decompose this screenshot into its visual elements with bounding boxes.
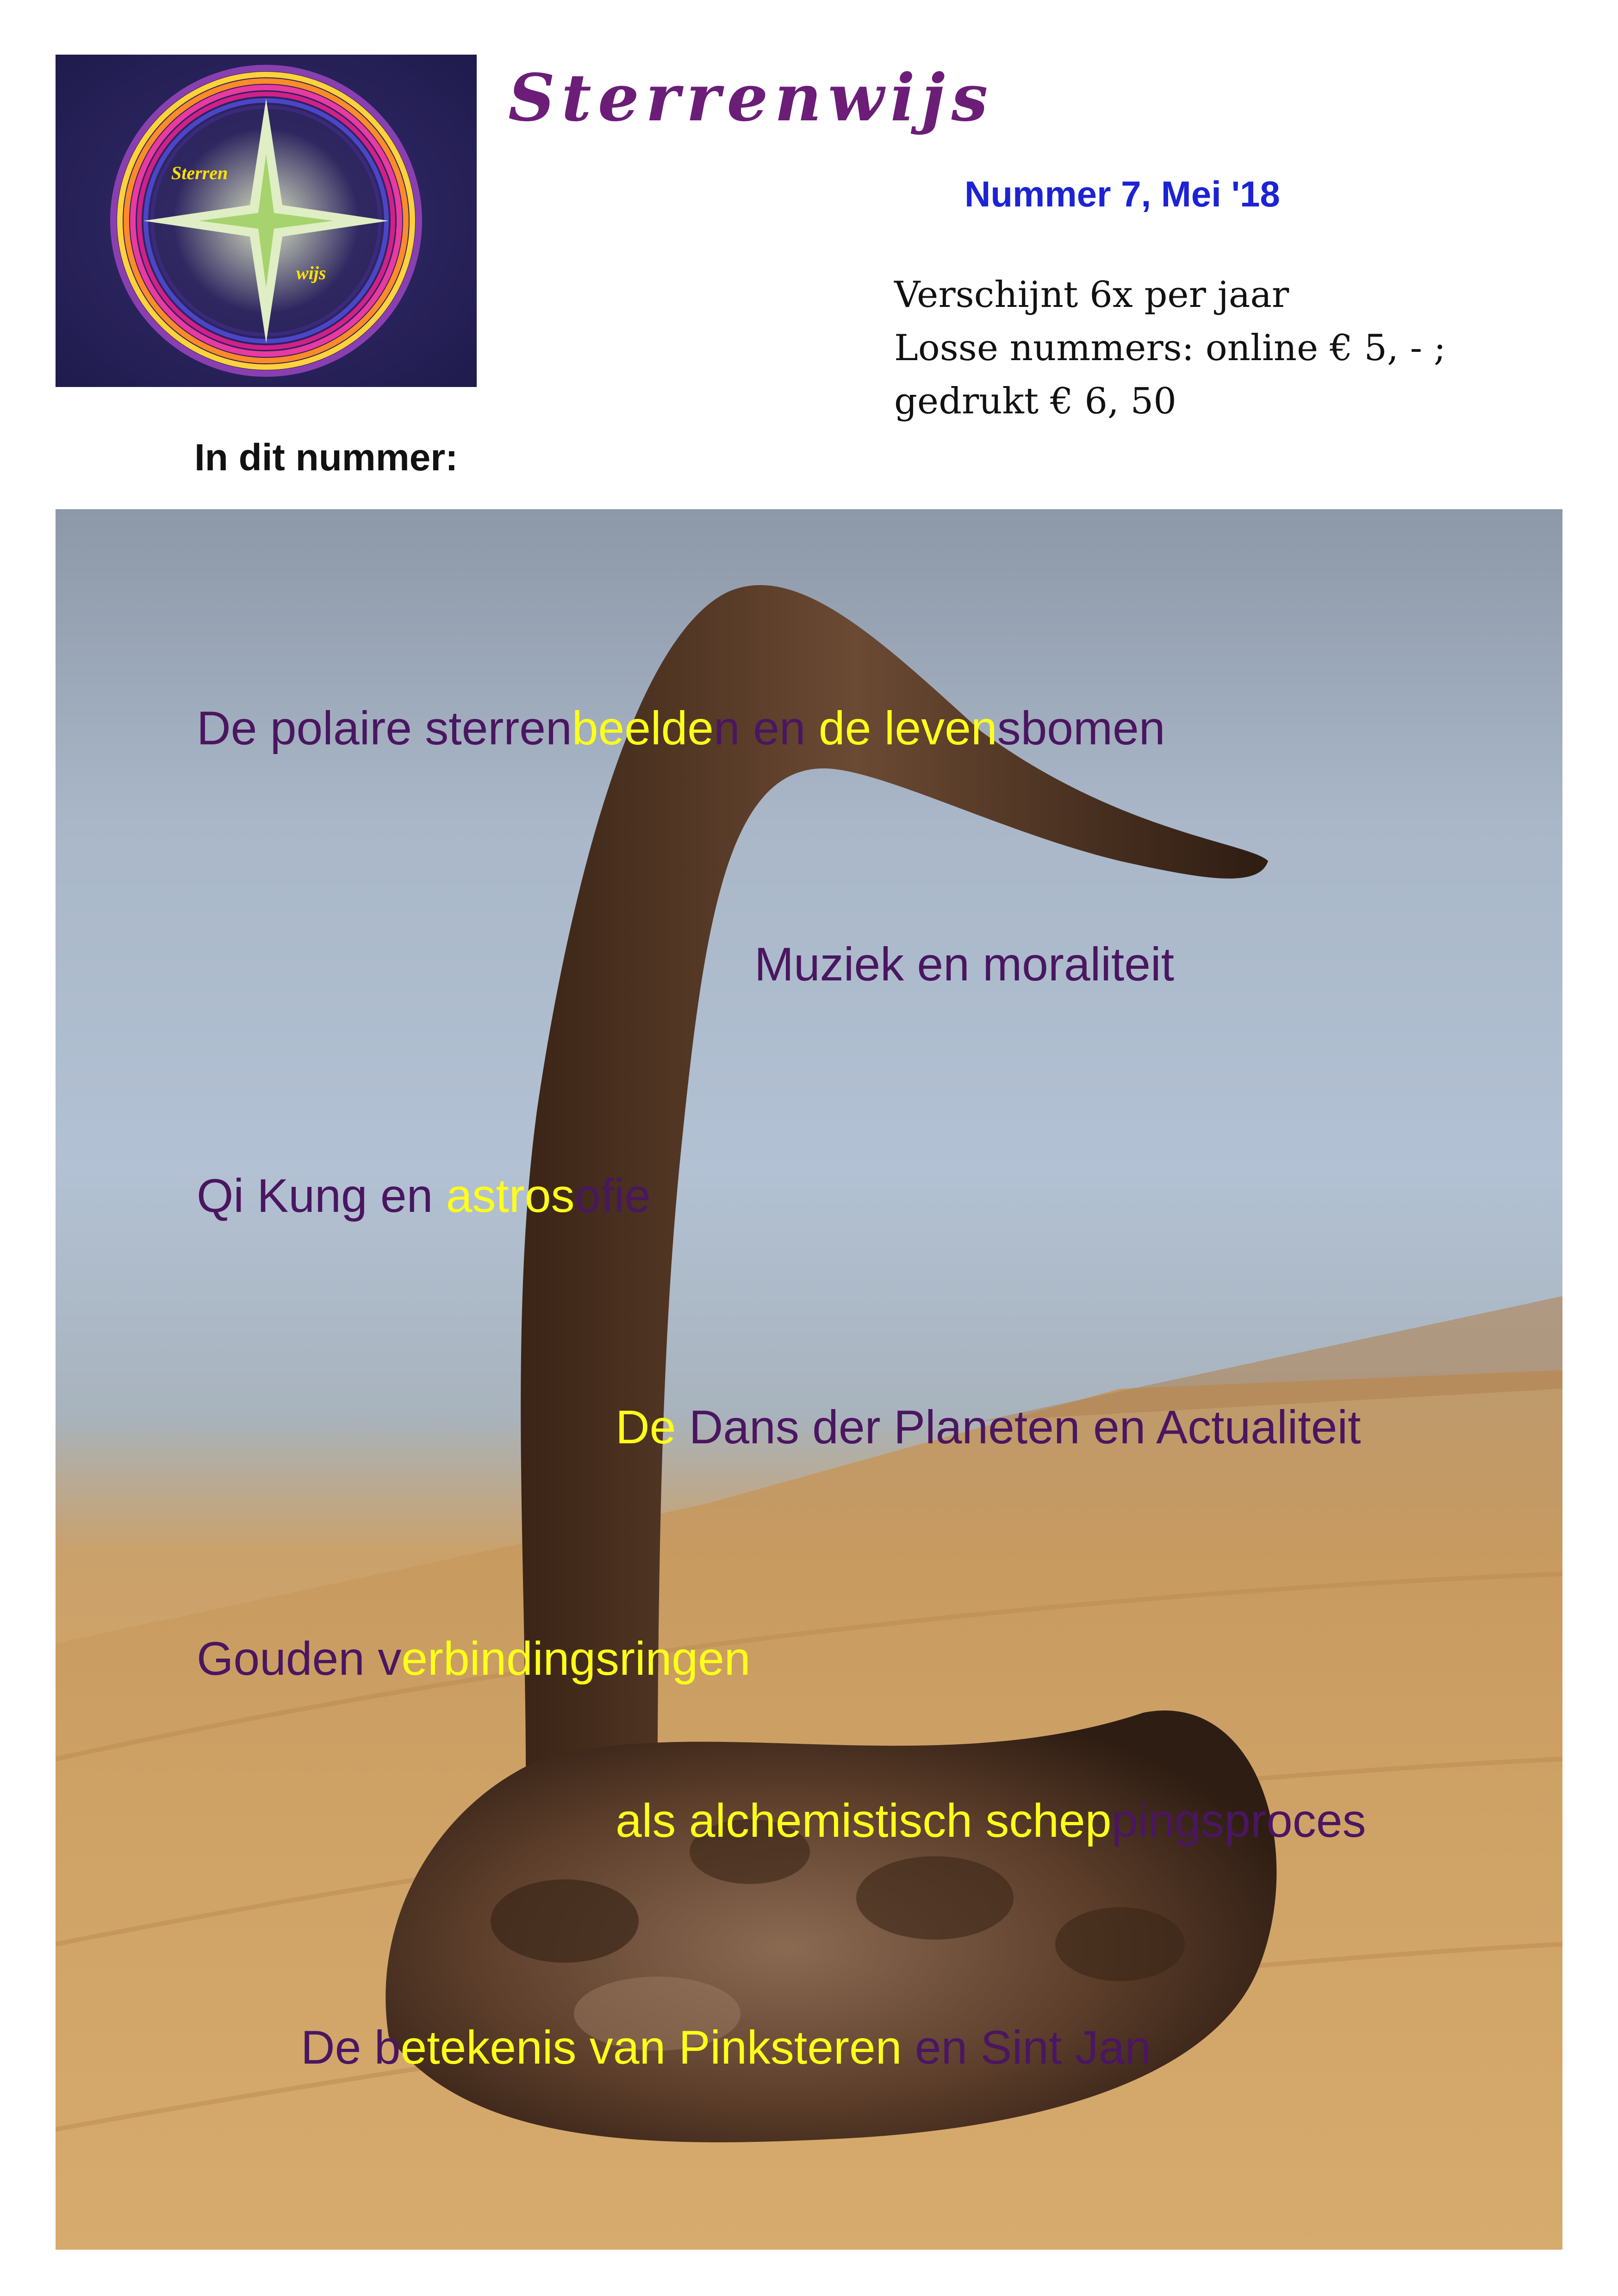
info-line: Losse nummers: online € 5, - ; (894, 327, 1446, 369)
info-line: Verschijnt 6x per jaar (894, 274, 1289, 316)
toc-item-6: als alchemistisch scheppingsproces (616, 1794, 1366, 1847)
info-line: gedrukt € 6, 50 (894, 381, 1176, 422)
toc-item-2: Muziek en moraliteit (754, 938, 1174, 991)
cover-photo (56, 509, 1562, 2250)
toc-item-4: De Dans der Planeten en Actualiteit (616, 1401, 1361, 1454)
toc-item-7: De betekenis van Pinksteren en Sint Jan (301, 2021, 1151, 2074)
sterrenwijs-logo (56, 55, 477, 387)
logo-word-top: Sterren (171, 162, 228, 183)
toc-item-5: Gouden verbindingsringen (197, 1632, 751, 1685)
toc-item-3: Qi Kung en astrosofie (197, 1169, 651, 1222)
logo-rings-icon (56, 55, 477, 387)
toc-heading: In dit nummer: (194, 437, 458, 479)
wooden-swan-sculpture-icon (56, 509, 1562, 2250)
publication-info (894, 268, 1446, 428)
magazine-title: Sterrenwijs (508, 60, 995, 136)
logo-word-bottom: wijs (296, 262, 326, 283)
issue-number: Nummer 7, Mei '18 (965, 174, 1280, 214)
toc-item-1: De polaire sterrenbeelden en de levensbomen (197, 702, 1165, 755)
